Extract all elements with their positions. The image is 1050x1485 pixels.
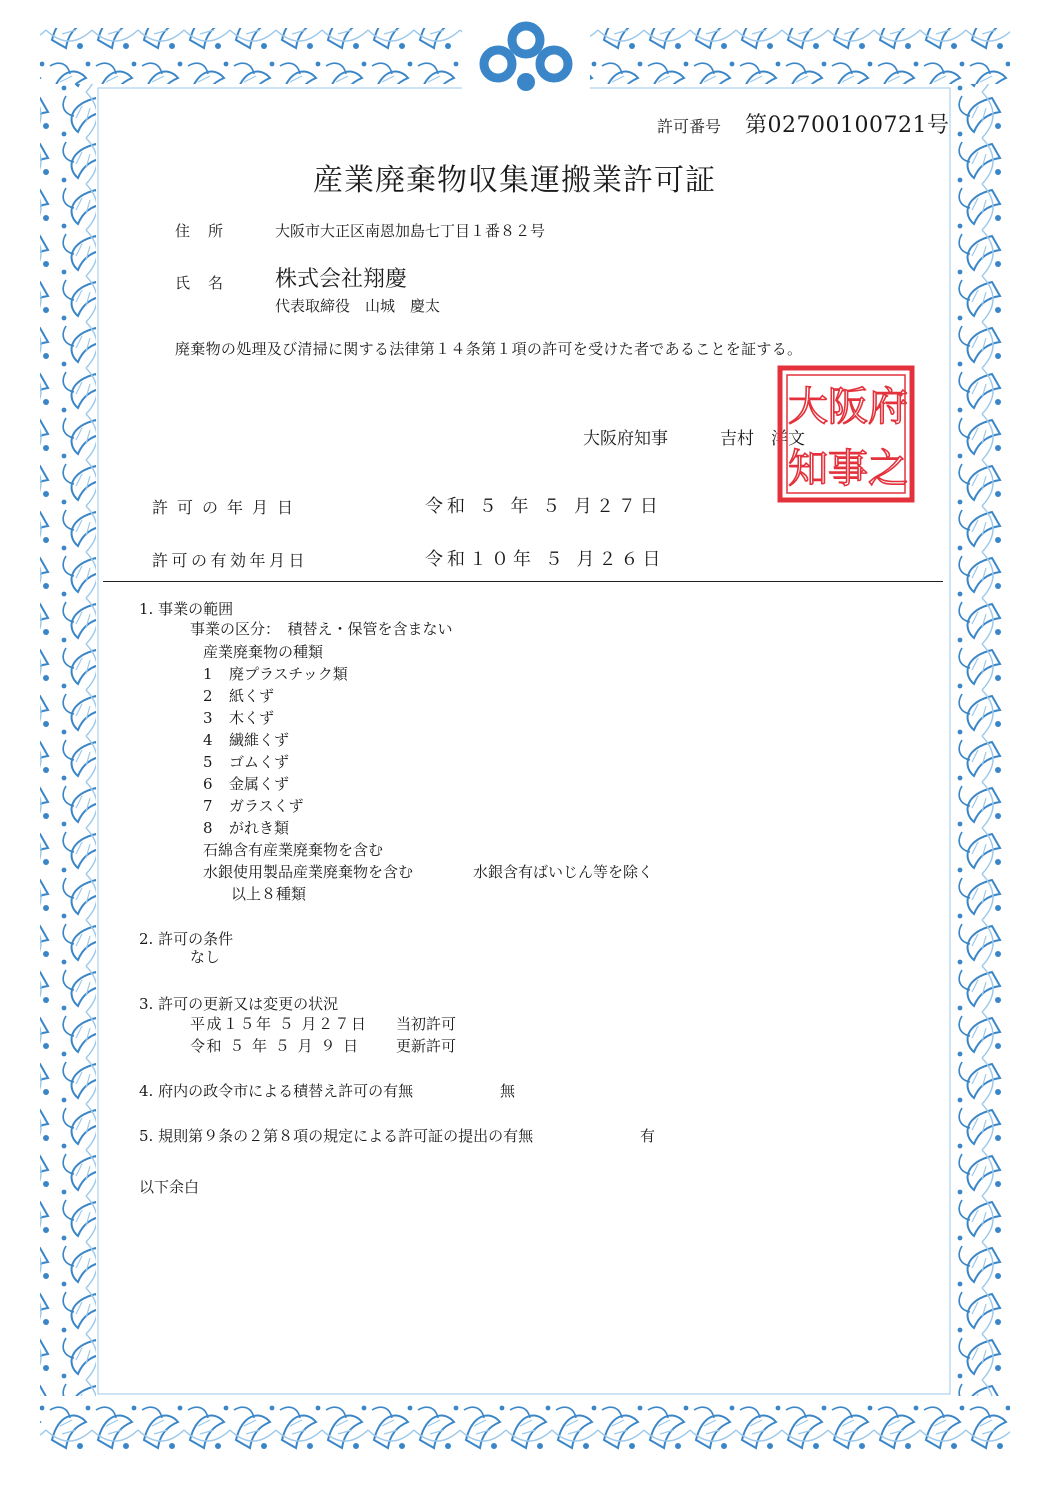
waste-type-list <box>203 663 653 905</box>
certification-statement: 廃棄物の処理及び清掃に関する法律第１４条第１項の許可を受けた者であることを証する。 <box>175 340 803 358</box>
svg-text:阪: 阪 <box>828 384 868 430</box>
business-category: 事業の区分： 積替え・保管を含まない <box>190 620 453 638</box>
address-value: 大阪市大正区南恩加島七丁目１番８２号 <box>275 222 546 240</box>
section3-heading: 3. 許可の更新又は変更の状況 <box>139 995 339 1013</box>
document-title: 産業廃棄物収集運搬業許可証 <box>313 163 716 198</box>
name-label: 氏名 <box>175 274 242 292</box>
closing-remark: 以下余白 <box>139 1178 200 1196</box>
company-name: 株式会社翔慶 <box>275 267 408 292</box>
svg-text:知: 知 <box>788 446 828 492</box>
issuer-name: 吉村 洋文 <box>720 429 805 449</box>
list-item: 7 ガラスくず <box>203 797 304 815</box>
section2-value: なし <box>190 948 221 966</box>
grant-date-value: 令和 ５ 年 ５ 月２７日 <box>425 496 662 517</box>
section2-heading: 2. 許可の条件 <box>139 930 234 948</box>
svg-text:大: 大 <box>788 384 828 430</box>
section-divider <box>103 581 943 582</box>
expiry-date-value: 令和１０年 ５ 月２６日 <box>425 549 665 570</box>
grant-date-label: 許可の年月日 <box>152 498 303 517</box>
section5-heading: 5. 規則第９条の２第８項の規定による許可証の提出の有無 <box>139 1127 534 1145</box>
permit-number-label: 許可番号 <box>657 117 722 136</box>
renewal-entry: 令和 ５ 年 ５ 月 ９ 日 更新許可 <box>190 1037 457 1055</box>
permit-number: 第02700100721号 <box>745 113 950 138</box>
section4-value: 無 <box>500 1082 516 1100</box>
issuer-office: 大阪府知事 <box>583 429 668 449</box>
address-label: 住所 <box>175 222 242 240</box>
renewal-entry: 平成１５年 ５ 月２７日 当初許可 <box>190 1015 457 1033</box>
waste-types-heading: 産業廃棄物の種類 <box>203 643 324 661</box>
total-count: 以上８種類 <box>231 885 307 903</box>
mercury-note: 水銀使用製品産業廃棄物を含む 水銀含有ばいじん等を除く <box>203 863 654 881</box>
list-item: 4 繊維くず <box>203 731 290 749</box>
list-item: 6 金属くず <box>203 775 290 793</box>
list-item: 3 木くず <box>203 709 275 727</box>
official-seal <box>776 364 916 504</box>
svg-text:府: 府 <box>868 384 908 430</box>
section4-heading: 4. 府内の政令市による積替え許可の有無 <box>139 1082 414 1100</box>
asbestos-note: 石綿含有産業廃棄物を含む <box>203 841 384 859</box>
svg-text:事: 事 <box>828 446 868 492</box>
list-item: 1 廃プラスチック類 <box>203 665 348 683</box>
svg-text:之: 之 <box>868 446 908 492</box>
section1-heading: 1. 事業の範囲 <box>139 600 234 618</box>
list-item: 5 ゴムくず <box>203 753 290 771</box>
expiry-date-label: 許可の有効年月日 <box>152 551 309 570</box>
list-item: 8 がれき類 <box>203 819 290 837</box>
section5-value: 有 <box>640 1127 656 1145</box>
representative-name: 代表取締役 山城 慶太 <box>275 297 441 315</box>
list-item: 2 紙くず <box>203 687 275 705</box>
